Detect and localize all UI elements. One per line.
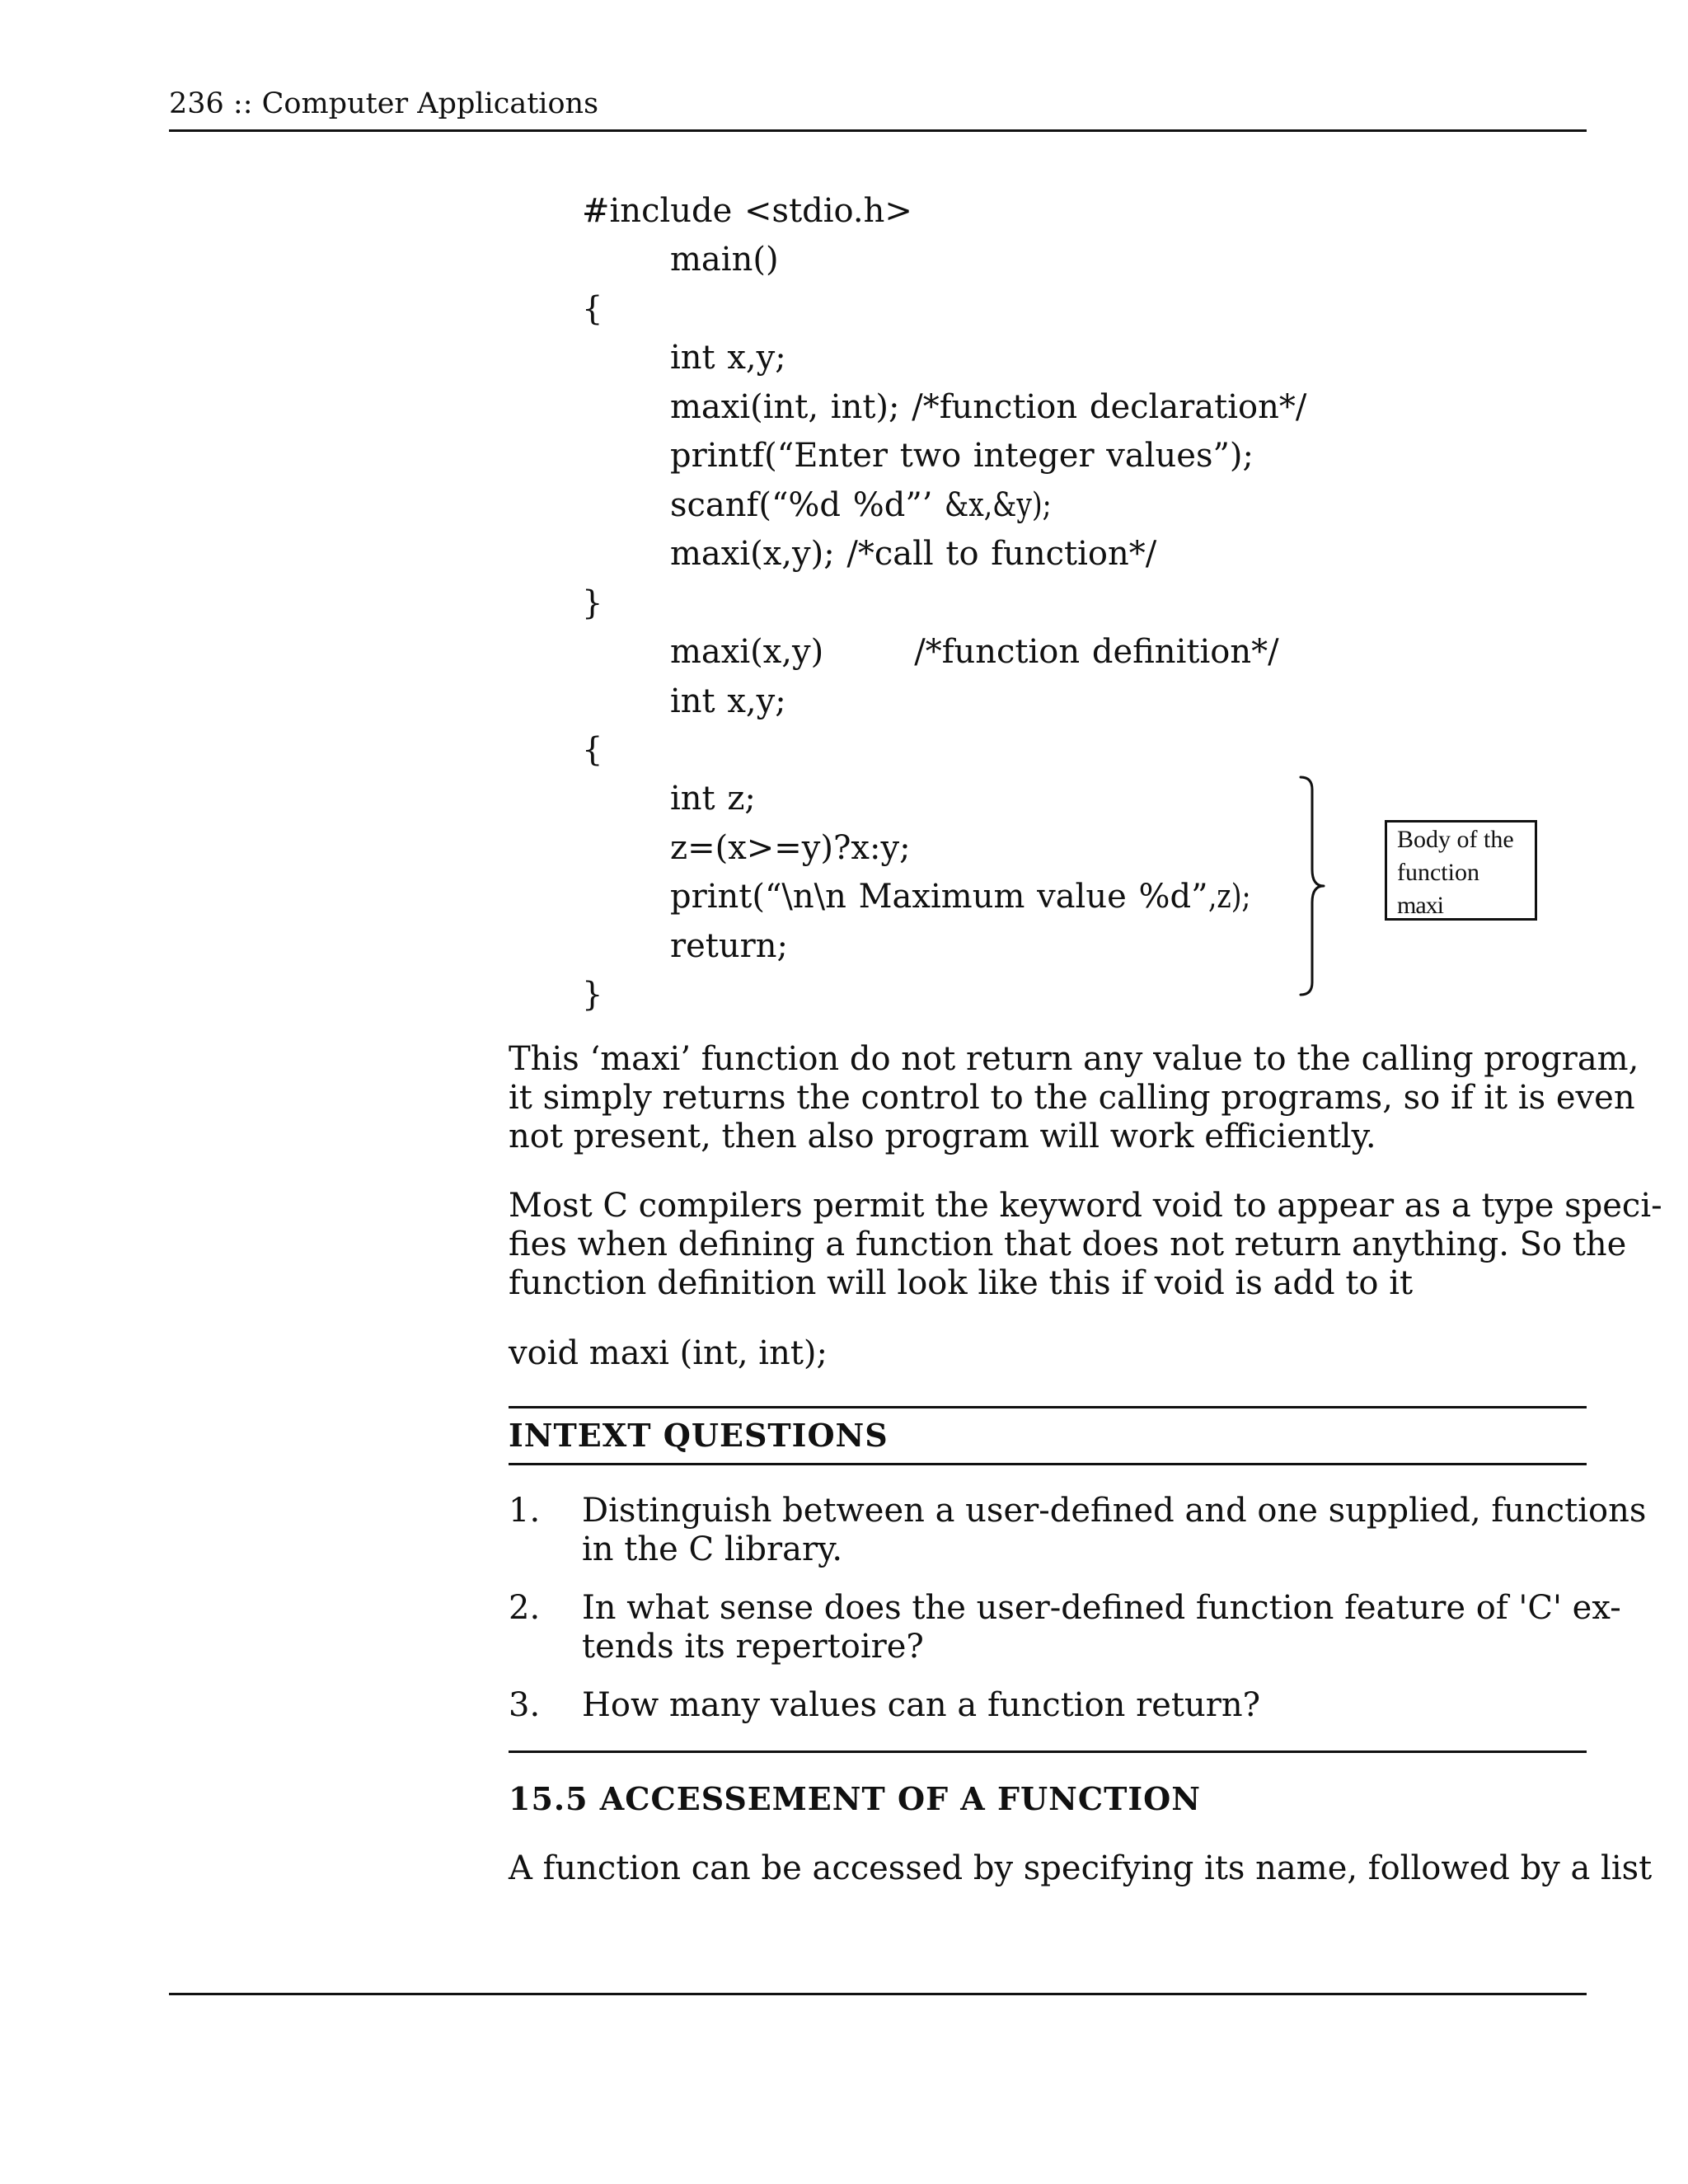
question-line: tends its repertoire? (582, 1628, 924, 1666)
void-declaration: void maxi (int, int); (509, 1334, 828, 1372)
paragraph (509, 1040, 1639, 1156)
code-fragment: scanf(“%d %d”’ (670, 486, 945, 524)
paragraph-line: fies when defining a function that does not return anything. So the (509, 1226, 1627, 1263)
question-line: In what sense does the user-defined function feature of 'C' ex- (582, 1589, 1621, 1627)
code-line: } (582, 976, 603, 1014)
code-line: { (582, 731, 603, 769)
code-line: int x,y; (670, 339, 786, 377)
code-line: int x,y; (670, 682, 786, 720)
question-text (582, 1686, 1587, 1725)
running-head: 236 :: Computer Applications (169, 87, 599, 120)
code-line: { (582, 290, 603, 328)
code-fragment: ,z); (1207, 878, 1251, 916)
code-line (670, 485, 1075, 526)
question-text (582, 1589, 1621, 1666)
question-number: 3. (509, 1686, 541, 1724)
question-text (582, 1492, 1647, 1569)
code-line: } (582, 584, 603, 622)
annotation-line: maxi (1397, 892, 1443, 919)
code-comment: /*function definition*/ (914, 633, 1279, 671)
code-line: maxi(x,y); /*call to function*/ (670, 535, 1157, 573)
annotation-line: function (1397, 859, 1479, 886)
section-heading: 15.5 ACCESSEMENT OF A FUNCTION (509, 1780, 1202, 1817)
annotation-box (1385, 820, 1537, 921)
code-fragment: print(“\n\n Maximum value %d” (670, 878, 1208, 916)
question-line: How many values can a function return? (582, 1686, 1261, 1724)
code-line: z=(x>=y)?x:y; (670, 829, 911, 867)
paragraph-line: This ‘maxi’ function do not return any value to the calling program, (509, 1040, 1639, 1078)
intext-heading-rule (509, 1463, 1587, 1465)
code-fragment: &x,&y); (945, 486, 1052, 524)
code-fragment: maxi(x,y) (670, 633, 824, 671)
paragraph-line: not present, then also program will work efficiently. (509, 1118, 1376, 1155)
intext-top-rule (509, 1406, 1587, 1408)
code-line (670, 631, 1279, 673)
annotation-line: Body of the (1397, 826, 1514, 853)
paragraph-line: it simply returns the control to the calling programs, so if it is even (509, 1079, 1635, 1117)
question-line: Distinguish between a user-defined and one supplied, functions (582, 1492, 1647, 1530)
footer-rule (169, 1993, 1587, 1995)
paragraph (509, 1187, 1662, 1303)
question-number: 2. (509, 1589, 541, 1627)
code-line: maxi(int, int); /*function declaration*/ (670, 388, 1307, 426)
paragraph-line: function definition will look like this if void is add to it (509, 1264, 1414, 1302)
right-brace-icon (1294, 775, 1335, 997)
code-line: int z; (670, 780, 756, 818)
paragraph-line: Most C compilers permit the keyword void to appear as a type speci- (509, 1187, 1662, 1225)
intext-bottom-rule (509, 1750, 1587, 1753)
question-line: in the C library. (582, 1530, 843, 1568)
paragraph-line: A function can be accessed by specifying its name, followed by a list (509, 1849, 1653, 1887)
code-line: return; (670, 927, 788, 965)
section-text (509, 1849, 1653, 1888)
code-line: main() (670, 241, 779, 279)
intext-heading: INTEXT QUESTIONS (509, 1417, 889, 1454)
code-line: #include <stdio.h> (582, 192, 912, 230)
header-rule (169, 129, 1587, 132)
code-line: printf(“Enter two integer values”); (670, 437, 1254, 475)
code-line (670, 876, 1259, 917)
question-number: 1. (509, 1492, 541, 1530)
